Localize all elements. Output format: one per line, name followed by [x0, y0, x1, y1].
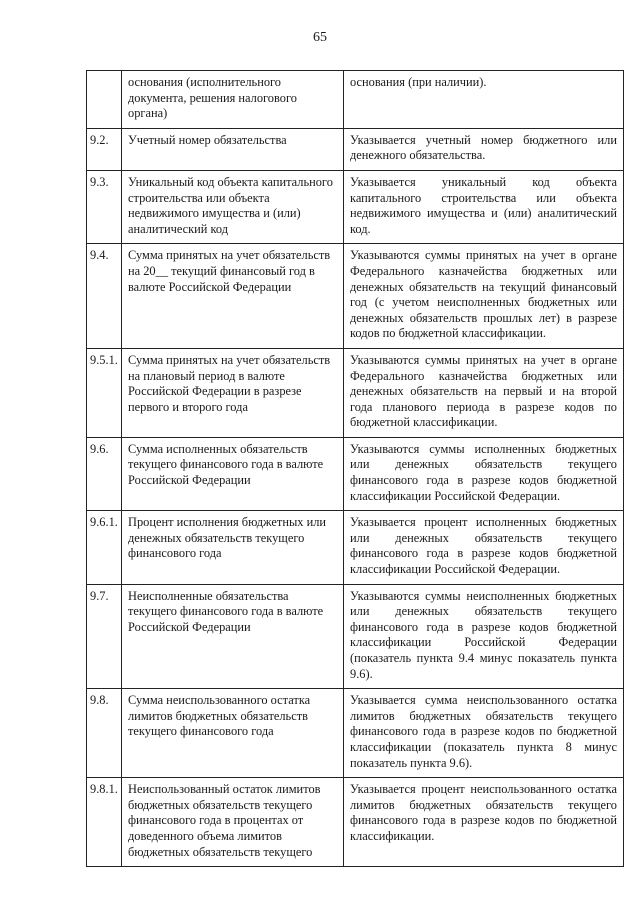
row-indicator-name: Неисполненные обязательства текущего финансового года в валюте Российской Федерации	[122, 584, 344, 689]
row-description: Указываются суммы принятых на учет в органе Федерального казначейства бюджетных или денежных обязательств на текущий финансовый год (с учетом неисполненных бюджетных или денежных обязательств прошлых лет) в разрезе кодов по бюджетной классификации.	[344, 244, 624, 349]
row-description: Указываются суммы неисполненных бюджетных или денежных обязательств текущего финансового года в разрезе кодов бюджетной классификации Российской Федерации (показатель пункта 9.4 минус показатель пункта 9.6).	[344, 584, 624, 689]
row-indicator-name: Сумма принятых на учет обязательств на 20__ текущий финансовый год в валюте Российской Федерации	[122, 244, 344, 349]
row-description: Указывается сумма неиспользованного остатка лимитов бюджетных обязательств текущего финансового года в разрезе кодов по бюджетной классификации (показатель пункта 8 минус показатель пункта 9.6).	[344, 689, 624, 778]
table-row	[87, 128, 624, 170]
row-description: Указываются суммы исполненных бюджетных или денежных обязательств текущего финансового года в разрезе кодов бюджетной классификации Российской Федерации.	[344, 437, 624, 510]
row-indicator-name: Сумма неиспользованного остатка лимитов бюджетных обязательств текущего финансового года	[122, 689, 344, 778]
row-description: Указывается уникальный код объекта капитального строительства или объекта недвижимого имущества и (или) аналитический код.	[344, 170, 624, 243]
row-description: основания (при наличии).	[344, 71, 624, 129]
table-row	[87, 511, 624, 584]
row-number: 9.8.	[87, 689, 122, 778]
row-description: Указываются суммы принятых на учет в органе Федерального казначейства бюджетных или денежных обязательств на первый и на второй года планового периода в разрезе кодов по бюджетной классификации.	[344, 348, 624, 437]
row-indicator-name: Сумма исполненных обязательств текущего финансового года в валюте Российской Федерации	[122, 437, 344, 510]
table-row	[87, 584, 624, 689]
row-number: 9.8.1.	[87, 778, 122, 867]
row-indicator-name: Учетный номер обязательства	[122, 128, 344, 170]
row-number: 9.4.	[87, 244, 122, 349]
row-number: 9.5.1.	[87, 348, 122, 437]
row-indicator-name: основания (исполнительного документа, решения налогового органа)	[122, 71, 344, 129]
table-row	[87, 689, 624, 778]
row-number: 9.7.	[87, 584, 122, 689]
table-row	[87, 348, 624, 437]
page-number: 65	[313, 30, 327, 45]
row-description: Указывается процент неиспользованного остатка лимитов бюджетных обязательств текущего финансового года в разрезе кодов по бюджетной классификации.	[344, 778, 624, 867]
row-indicator-name: Процент исполнения бюджетных или денежных обязательств текущего финансового года	[122, 511, 344, 584]
row-number: 9.6.1.	[87, 511, 122, 584]
row-number: 9.3.	[87, 170, 122, 243]
table-row	[87, 71, 624, 129]
row-indicator-name: Уникальный код объекта капитального строительства или объекта недвижимого имущества и (или) аналитический код	[122, 170, 344, 243]
row-description: Указывается процент исполненных бюджетных или денежных обязательств текущего финансового года в разрезе кодов бюджетной классификации Российской Федерации.	[344, 511, 624, 584]
row-number	[87, 71, 122, 129]
row-description: Указывается учетный номер бюджетного или денежного обязательства.	[344, 128, 624, 170]
row-number: 9.6.	[87, 437, 122, 510]
table-row	[87, 778, 624, 867]
row-indicator-name: Сумма принятых на учет обязательств на плановый период в валюте Российской Федерации в разрезе первого и второго года	[122, 348, 344, 437]
table-row	[87, 244, 624, 349]
table-row	[87, 437, 624, 510]
row-number: 9.2.	[87, 128, 122, 170]
row-indicator-name: Неиспользованный остаток лимитов бюджетных обязательств текущего финансового года в процентах от доведенного объема лимитов бюджетных обязательств текущего	[122, 778, 344, 867]
table-row	[87, 170, 624, 243]
indicators-table	[86, 70, 624, 867]
